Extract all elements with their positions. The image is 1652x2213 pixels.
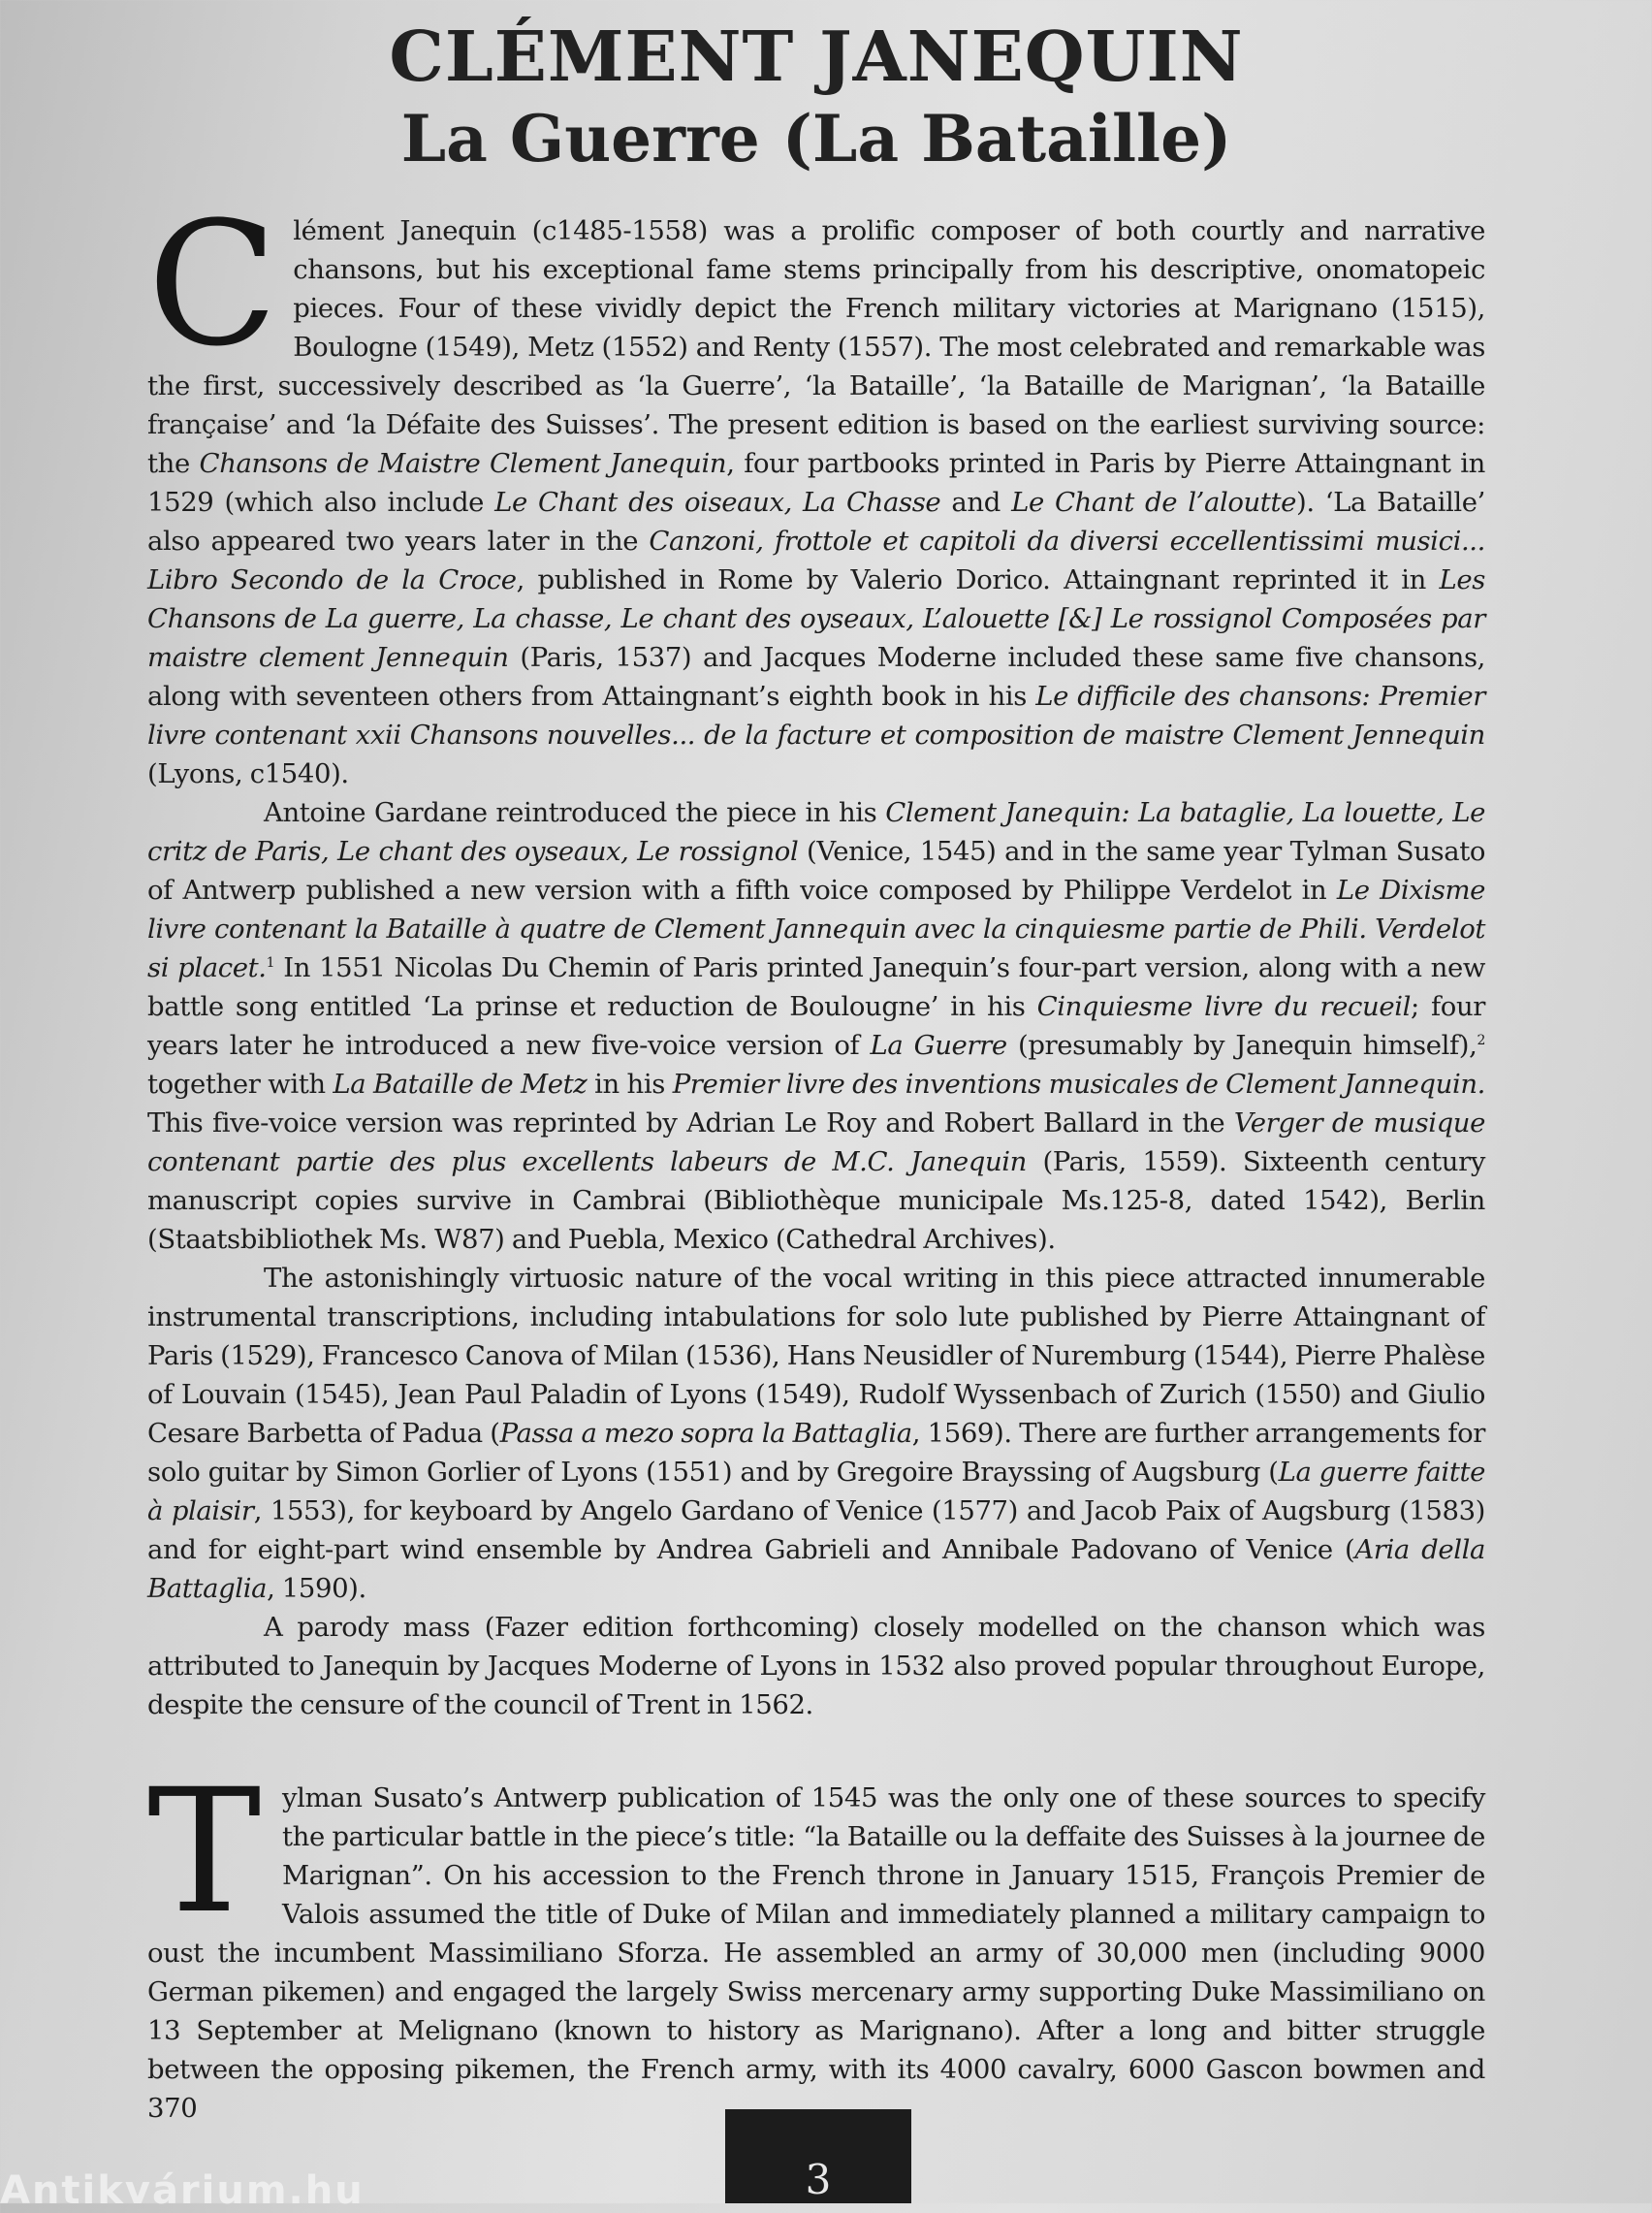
watermark-logo: Antikvárium.hu — [0, 2168, 365, 2213]
text-run: , four partbooks printed in Paris by Pierre Attaingnant in 1529 (which also include — [147, 448, 1485, 518]
italic-title: Le Dixisme livre contenant la Bataille à quatre de Clement Jannequin avec la cinquiesme partie de Phili. Verdelot si placet. — [147, 875, 1485, 983]
italic-title: Aria della Battaglia — [147, 1534, 1485, 1604]
text-run: , 1590). — [267, 1573, 366, 1604]
italic-title: Canzoni, frottole et capitoli da diversi eccellentissimi musici... Libro Secondo de la Croce — [147, 526, 1485, 595]
page-number: 3 — [805, 2156, 832, 2203]
text-run: together with — [147, 1069, 334, 1100]
text-run: A parody mass (Fazer edition forthcoming) closely modelled on the chanson which was attributed to Janequin by Jacques Moderne of Lyons in 1532 also proved popular throughout Europe, despite the censure of the council of Trent in 1562. — [147, 1612, 1485, 1720]
italic-title: La Guerre — [870, 1030, 1007, 1061]
section-history — [147, 185, 1486, 1724]
italic-title: Chansons de Maistre Clement Janequin — [199, 448, 727, 479]
text-run: (Lyons, c1540). — [147, 758, 349, 789]
page-subtitle: La Guerre (La Bataille) — [400, 101, 1232, 176]
italic-title: Cinquiesme livre du recueil — [1036, 991, 1412, 1022]
page-title: CLÉMENT JANEQUIN — [389, 16, 1244, 97]
italic-title: La Bataille de Metz — [333, 1069, 588, 1100]
paragraph-intro — [147, 185, 1486, 793]
italic-title: Premier livre des inventions musicales de Clement Jannequin. — [672, 1069, 1485, 1100]
text-run: and — [940, 487, 1012, 518]
italic-title: Le Chant des oiseaux, La Chasse — [494, 487, 941, 518]
text-run: , 1553), for keyboard by Angelo Gardano of Venice (1577) and Jacob Paix of Augsburg (1583) and for eight-part wind ensemble by Andrea Gabrieli and Annibale Padovano of Venice ( — [147, 1495, 1485, 1565]
text-run: (Paris, 1537) and Jacques Moderne included these same five chansons, along with seventeen others from Attaingnant’s eighth book in his — [147, 642, 1485, 712]
text-run: in his — [587, 1069, 673, 1100]
paragraph-transcriptions — [147, 1259, 1485, 1608]
paragraph-parody-mass — [147, 1608, 1485, 1724]
page — [147, 14, 1485, 2128]
italic-title: Passa a mezo sopra la Battaglia — [499, 1418, 912, 1449]
text-run: (presumably by Janequin himself), — [1006, 1030, 1477, 1061]
text-run: , published in Rome by Valerio Dorico. Attaingnant reprinted it in — [516, 564, 1440, 595]
italic-title: Le difficile des chansons: Premier livre contenant xxii Chansons nouvelles... de la facture et composition de maistre Clement Jennequin — [147, 681, 1486, 751]
italic-title: Verger de musique contenant partie des plus excellents labeurs de M.C. Janequin — [147, 1107, 1485, 1177]
footnote-marker: 1 — [266, 954, 275, 971]
footnote-marker: 2 — [1477, 1032, 1485, 1048]
paragraph-gardane — [147, 793, 1485, 1259]
italic-title: Le Chant de l’aloutte — [1011, 487, 1296, 518]
dropcap-c: C — [147, 185, 278, 384]
text-run: Antoine Gardane reintroduced the piece in his — [264, 797, 886, 828]
dropcap-t: T — [147, 1752, 261, 1951]
page-number-box — [725, 2109, 911, 2203]
paragraph-susato — [147, 1752, 1485, 2128]
italic-title: La guerre faitte à plaisir — [147, 1457, 1485, 1526]
italic-title: Les Chansons de La guerre, La chasse, Le chant des oyseaux, L’alouette [&] Le rossignol Composées par maistre clement Jennequin — [147, 564, 1485, 673]
text-run: ylman Susato’s Antwerp publication of 1545 was the only one of these sources to specify the particular battle in the piece’s title: “la Bataille ou la deffaite des Suisses à la journee de Marignan”. On his accession to the French throne in January 1515, François Premier de Valois assumed the title of Duke of Milan and immediately planned a military campaign to oust the incumbent Massimiliano Sforza. He assembled an army of 30,000 men (including 9000 German pikemen) and engaged the largely Swiss mercenary army supporting Duke Massimiliano on 13 September at Melignano (known to history as Marignano). After a long and bitter struggle between the opposing pikemen, the French army, with its 4000 cavalry, 6000 Gascon bowmen and 370 — [147, 1782, 1485, 2124]
text-run: (Venice, 1545) and in the same year Tylman Susato of Antwerp published a new version with a fifth voice composed by Philippe Verdelot in — [147, 836, 1485, 906]
section-divider — [147, 1724, 1485, 1779]
text-run: The astonishingly virtuosic nature of the vocal writing in this piece attracted innumerable instrumental transcriptions, including intabulations for solo lute published by Pierre Attaingnant of Paris (1529), Francesco Canova of Milan (1536), Hans Neusidler of Nuremburg (1544), Pierre Phalèse of Louvain (1545), Jean Paul Paladin of Lyons (1549), Rudolf Wyssenbach of Zurich (1550) and Giulio Cesare Barbetta of Padua ( — [147, 1263, 1485, 1449]
section-battle — [147, 1752, 1485, 2128]
text-run: ). ‘La Bataille’ also appeared two years later in the — [147, 487, 1485, 557]
text-run: ; four years later he introduced a new five-voice version of — [147, 991, 1485, 1061]
text-run: , 1569). There are further arrangements for solo guitar by Simon Gorlier of Lyons (1551) and by Gregoire Brayssing of Augsburg ( — [147, 1418, 1485, 1488]
text-run: In 1551 Nicolas Du Chemin of Paris printed Janequin’s four-part version, along with a new battle song entitled ‘La prinse et reduction de Boulougne’ in his — [147, 952, 1485, 1022]
italic-title: Clement Janequin: La bataglie, La louette, Le critz de Paris, Le chant des oyseaux, Le rossignol — [147, 797, 1486, 867]
text-run: lément Janequin (c1485-1558) was a prolific composer of both courtly and narrative chansons, but his exceptional fame stems principally from his descriptive, onomatopeic pieces. Four of these vividly depict the French military victories at Marignano (1515), Boulogne (1549), Metz (1552) and Renty (1557). The most celebrated and remarkable was the first, successively described as ‘la Guerre’, ‘la Bataille’, ‘la Bataille de Marignan’, ‘la Bataille française’ and ‘la Défaite des Suisses’. The present edition is based on the earliest surviving source: the — [147, 215, 1485, 479]
text-run: (Paris, 1559). Sixteenth century manuscript copies survive in Cambrai (Bibliothèque municipale Ms.125-8, dated 1542), Berlin (Staatsbibliothek Ms. W87) and Puebla, Mexico (Cathedral Archives). — [147, 1146, 1485, 1255]
text-run: This five-voice version was reprinted by Adrian Le Roy and Robert Ballard in the — [147, 1107, 1234, 1139]
